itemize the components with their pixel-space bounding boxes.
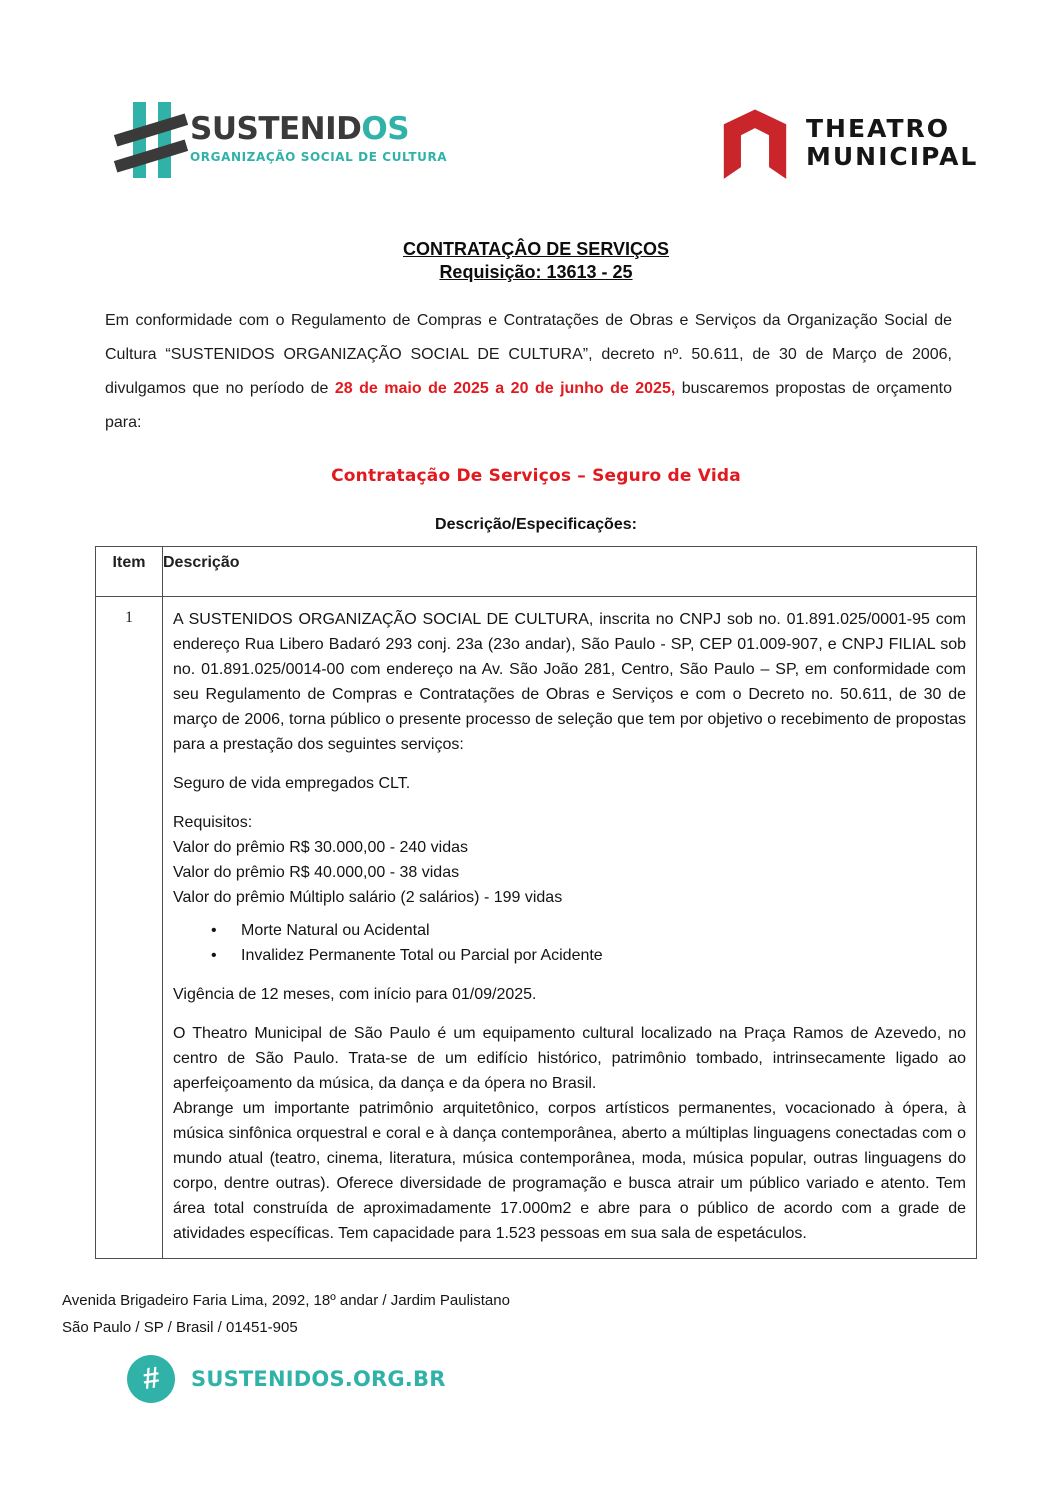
address-line1: Avenida Brigadeiro Faria Lima, 2092, 18º andar / Jardim Paulistano xyxy=(62,1292,510,1309)
sustenidos-wordmark xyxy=(190,112,447,146)
table-row xyxy=(96,597,976,1258)
sustenidos-logo xyxy=(110,100,447,180)
intro-text-after: buscaremos propostas de orçamento para: xyxy=(105,380,952,431)
document-title xyxy=(95,238,977,284)
theatro-line1: THEATRO xyxy=(806,114,951,143)
theatro-arch-icon xyxy=(716,104,794,182)
address-line2: São Paulo / SP / Brasil / 01451-905 xyxy=(62,1319,298,1336)
requisitos-label: Requisitos: xyxy=(173,814,253,831)
column-header-item: Item xyxy=(96,547,163,596)
cell-paragraph-theatro-cont: Abrange um importante patrimônio arquitetônico, corpos artísticos permanentes, vocacionado à ópera, à música sinfônica orquestral e coral e à dança contemporânea, aberto a múltiplas linguagens conectadas com o mundo atual (teatro, cinema, literatura, música contemporânea, moda, música popular, outras linguagens do corpo, dentre outras). Oferece diversidade de programação e busca atrair um público variado e atento. Tem área total construída de aproximadamente 17.000m2 e abre para o público de acordo com a grade de atividades específicas. Tem capacidade para 1.523 pessoas em sua sala de espetáculos. xyxy=(173,1100,966,1242)
spec-heading: Descrição/Especificações: xyxy=(435,516,637,533)
footer-address xyxy=(62,1287,1058,1341)
cell-service-line: Seguro de vida empregados CLT. xyxy=(173,775,411,792)
requisito-line: Valor do prêmio R$ 40.000,00 - 38 vidas xyxy=(173,864,460,881)
bullet-icon: • xyxy=(211,947,217,964)
title-line2: Requisição: 13613 - 25 xyxy=(439,262,633,282)
theatro-municipal-logo xyxy=(716,104,978,182)
list-item xyxy=(173,943,966,968)
description-table xyxy=(95,546,977,1259)
theatro-wordmark xyxy=(806,115,978,171)
item-number-cell: 1 xyxy=(96,597,163,1258)
bullet-icon: • xyxy=(211,922,217,939)
wordmark-accent: OS xyxy=(361,111,410,147)
sustenidos-tagline: ORGANIZAÇÃO SOCIAL DE CULTURA xyxy=(190,150,448,164)
service-heading: Contratação De Serviços – Seguro de Vida xyxy=(331,466,741,486)
hash-glyph: # xyxy=(140,1361,162,1397)
sustenidos-logo-text xyxy=(190,100,447,180)
cell-paragraph-theatro: O Theatro Municipal de São Paulo é um equipamento cultural localizado na Praça Ramos de Azevedo, no centro de São Paulo. Trata-se de um edifício histórico, patrimônio tombado, intrinsecamente ligado ao aperfeiçoamento da música, da dança e da ópera no Brasil. xyxy=(173,1025,966,1092)
footer-logo xyxy=(127,1355,1058,1403)
wordmark-main: SUSTENID xyxy=(190,111,362,147)
requisito-line: Valor do prêmio Múltiplo salário (2 salários) - 199 vidas xyxy=(173,889,563,906)
vigencia-line: Vigência de 12 meses, com início para 01/09/2025. xyxy=(173,986,537,1003)
title-line1: CONTRATAÇÂO DE SERVIÇOS xyxy=(402,239,670,259)
cell-paragraph-entity: A SUSTENIDOS ORGANIZAÇÃO SOCIAL DE CULTURA, inscrita no CNPJ sob no. 01.891.025/0001-95 com endereço Rua Libero Badaró 293 conj. 23a (23o andar), São Paulo - SP, CEP 01.009-907, e CNPJ FILIAL sob no. 01.891.025/0014-00 com endereço na Av. São João 281, Centro, São Paulo – SP, em conformidade com seu Regulamento de Compras e Contratações de Obras e Serviços e com o Decreto no. 50.611, de 30 de março de 2006, torna público o presente processo de seleção que tem por objetivo o recebimento de propostas para a prestação dos seguintes serviços: xyxy=(173,611,966,753)
hash-circle-icon xyxy=(127,1355,175,1403)
theatro-line2: MUNICIPAL xyxy=(806,142,979,171)
footer-site-url: SUSTENIDOS.ORG.BR xyxy=(191,1367,446,1391)
list-item xyxy=(173,918,966,943)
hash-icon xyxy=(110,100,182,180)
bullet-text: Morte Natural ou Acidental xyxy=(241,922,430,939)
description-cell xyxy=(163,597,976,1258)
intro-paragraph xyxy=(95,304,977,440)
table-header-row xyxy=(96,547,976,597)
document-content xyxy=(95,238,977,1259)
column-header-descricao: Descrição xyxy=(163,554,240,571)
document-header xyxy=(0,0,1058,238)
intro-date-highlight: 28 de maio de 2025 a 20 de junho de 2025, xyxy=(334,380,676,397)
coverage-bullet-list xyxy=(173,918,966,968)
intro-text-before: Em conformidade com o Regulamento de Compras e Contratações de Obras e Serviços da Organização Social de Cultura “SUSTENIDOS ORGANIZAÇÃO SOCIAL DE CULTURA”, decreto nº. 50.611, de 30 de Março de 2006, divulgamos que no período de xyxy=(105,312,952,397)
requisito-line: Valor do prêmio R$ 30.000,00 - 240 vidas xyxy=(173,839,468,856)
bullet-text: Invalidez Permanente Total ou Parcial por Acidente xyxy=(241,947,603,964)
